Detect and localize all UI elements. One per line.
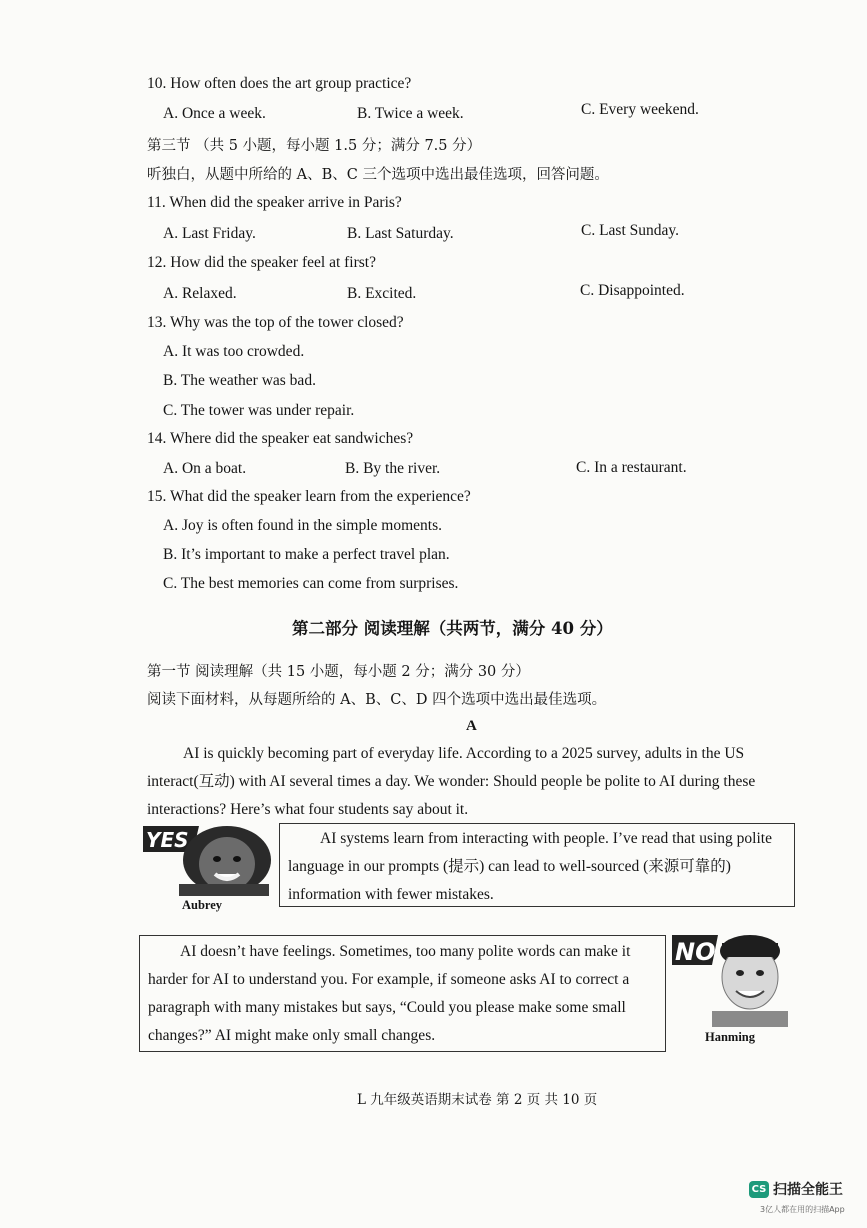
question-15-option-c: C. The best memories can come from surprises.: [163, 575, 459, 592]
intro-line: AI is quickly becoming part of everyday life. According to a 2025 survey, adults in the US: [183, 745, 745, 762]
question-15-stem: 15. What did the speaker learn from the experience?: [147, 488, 471, 505]
passage-intro: [147, 740, 792, 824]
hanming-opinion-line: AI doesn’t have feelings. Sometimes, too many polite words can make it: [180, 943, 631, 960]
intro-line: interactions? Here’s what four students say about it.: [147, 801, 469, 818]
reading-section-1-title: 第一节 阅读理解（共 15 小题，每小题 2 分；满分 30 分）: [147, 664, 530, 680]
question-15-option-b: B. It’s important to make a perfect travel plan.: [163, 546, 450, 563]
no-badge-text: NO: [675, 938, 716, 966]
question-14-stem: 14. Where did the speaker eat sandwiches?: [147, 430, 414, 447]
intro-line: interact(互动) with AI several times a day. We wonder: Should people be polite to AI during these: [147, 773, 756, 790]
question-12-option-a: A. Relaxed.: [163, 285, 237, 302]
hanming-opinion-line: harder for AI to understand you. For example, if someone asks AI to correct a: [148, 971, 630, 988]
question-10-option-a: A. Once a week.: [163, 105, 266, 122]
question-12-option-c: C. Disappointed.: [580, 282, 685, 299]
part-2-title: 第二部分 阅读理解（共两节，满分 40 分）: [292, 619, 613, 638]
section-3-title: 第三节 （共 5 小题，每小题 1.5 分；满分 7.5 分）: [147, 138, 482, 154]
aubrey-opinion-line: information with fewer mistakes.: [288, 886, 494, 903]
question-11-option-b: B. Last Saturday.: [347, 225, 454, 242]
question-15-option-a: A. Joy is often found in the simple moments.: [163, 517, 442, 534]
aubrey-opinion-box: [279, 823, 795, 907]
hanming-opinion-line: paragraph with many mistakes but says, “Could you please make some small: [148, 999, 626, 1016]
aubrey-name: Aubrey: [182, 898, 223, 912]
yes-badge-text: YES: [146, 828, 189, 852]
question-11-stem: 11. When did the speaker arrive in Paris?: [147, 194, 402, 211]
question-11-option-c: C. Last Sunday.: [581, 222, 680, 239]
aubrey-portrait-image: [143, 826, 275, 896]
aubrey-opinion-line: language in our prompts (提示) can lead to well-sourced (来源可靠的): [288, 858, 731, 875]
watermark-subtitle: 3亿人都在用的扫描App: [760, 1205, 845, 1214]
hanming-portrait-image: [672, 935, 812, 1027]
question-13-option-b: B. The weather was bad.: [163, 372, 316, 389]
hanming-name: Hanming: [705, 1030, 756, 1044]
camscanner-logo-icon: CS: [749, 1181, 769, 1198]
question-11-option-a: A. Last Friday.: [163, 225, 256, 242]
question-13-option-c: C. The tower was under repair.: [163, 402, 355, 419]
question-14-option-c: C. In a restaurant.: [576, 459, 687, 476]
question-10-option-b: B. Twice a week.: [357, 105, 464, 122]
question-12-option-b: B. Excited.: [347, 285, 417, 302]
question-14-option-a: A. On a boat.: [163, 460, 247, 477]
question-10-stem: 10. How often does the art group practice?: [147, 75, 412, 92]
question-14-option-b: B. By the river.: [345, 460, 441, 477]
question-13-option-a: A. It was too crowded.: [163, 343, 305, 360]
hanming-photo: [672, 935, 812, 1027]
aubrey-opinion-line: AI systems learn from interacting with people. I’ve read that using polite: [320, 830, 772, 847]
watermark-title: 扫描全能王: [773, 1182, 843, 1198]
hanming-opinion-box: [139, 935, 666, 1052]
aubrey-photo: [143, 826, 275, 896]
page-footer: L 九年级英语期末试卷 第 2 页 共 10 页: [357, 1092, 598, 1108]
question-12-stem: 12. How did the speaker feel at first?: [147, 254, 376, 271]
reading-section-1-instruction: 阅读下面材料，从每题所给的 A、B、C、D 四个选项中选出最佳选项。: [147, 692, 607, 708]
passage-label: A: [466, 718, 477, 734]
hanming-opinion-line: changes?” AI might make only small changes.: [148, 1027, 436, 1044]
question-13-stem: 13. Why was the top of the tower closed?: [147, 314, 404, 331]
section-3-instruction: 听独白，从题中所给的 A、B、C 三个选项中选出最佳选项，回答问题。: [147, 167, 609, 183]
question-10-option-c: C. Every weekend.: [581, 101, 699, 118]
